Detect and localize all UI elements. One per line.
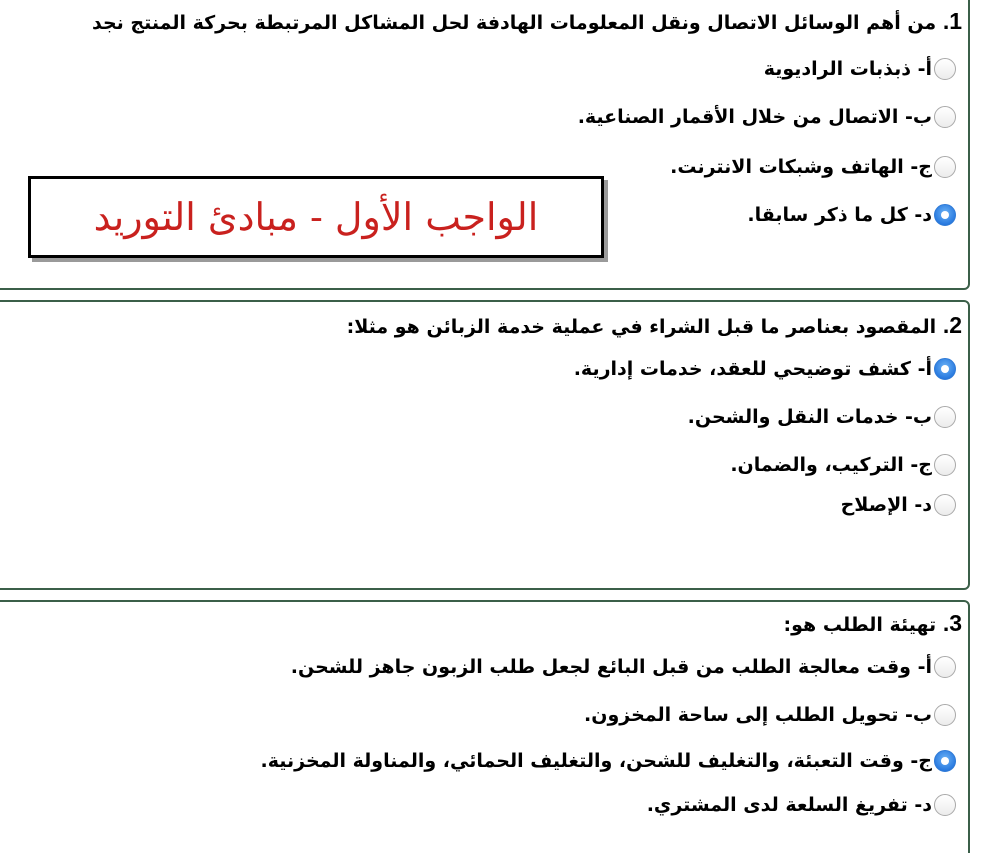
option-label: ب- خدمات النقل والشحن. [687, 406, 932, 428]
question-prompt: تهيئة الطلب هو: [783, 614, 937, 636]
question-number: 1. [942, 8, 962, 34]
radio-button[interactable] [934, 704, 956, 726]
option-label: أ- كشف توضيحي للعقد، خدمات إدارية. [573, 358, 932, 380]
question-card-2 [0, 300, 970, 590]
option-label: ب- الاتصال من خلال الأقمار الصناعية. [577, 106, 932, 128]
option-3c[interactable] [261, 746, 957, 776]
option-3d[interactable] [647, 790, 956, 820]
question-number: 2. [942, 312, 962, 338]
question-card-3 [0, 600, 970, 853]
radio-button-selected[interactable] [934, 358, 956, 380]
option-label: ج- وقت التعبئة، والتغليف للشحن، والتغليف الحمائي، والمناولة المخزنية. [260, 750, 932, 772]
option-1d[interactable] [747, 200, 956, 230]
radio-button[interactable] [934, 156, 956, 178]
question-text-2 [347, 312, 962, 340]
banner-text: الواجب الأول - مبادئ التوريد [93, 195, 539, 239]
option-1b[interactable] [578, 102, 956, 132]
option-2a[interactable] [574, 354, 956, 384]
option-label: د- تفريغ السلعة لدى المشتري. [646, 794, 932, 816]
option-label: ج- التركيب، والضمان. [730, 454, 932, 476]
radio-button[interactable] [934, 656, 956, 678]
question-prompt: من أهم الوسائل الاتصال ونقل المعلومات الهادفة لحل المشاكل المرتبطة بحركة المنتج نجد [91, 12, 937, 34]
option-1c[interactable] [670, 152, 956, 182]
question-number: 3. [942, 610, 962, 636]
radio-button-selected[interactable] [934, 204, 956, 226]
radio-button[interactable] [934, 106, 956, 128]
option-2c[interactable] [730, 450, 956, 480]
homework-title-banner [28, 176, 604, 258]
radio-button[interactable] [934, 58, 956, 80]
option-1a[interactable] [764, 54, 956, 84]
question-prompt: المقصود بعناصر ما قبل الشراء في عملية خدمة الزبائن هو مثلا: [346, 316, 937, 338]
option-2b[interactable] [688, 402, 956, 432]
option-label: أ- ذبذبات الراديوية [763, 58, 932, 80]
option-label: ب- تحويل الطلب إلى ساحة المخزون. [584, 704, 932, 726]
option-label: د- الإصلاح [840, 494, 932, 516]
option-label: أ- وقت معالجة الطلب من قبل البائع لجعل طلب الزبون جاهز للشحن. [290, 656, 932, 678]
option-label: د- كل ما ذكر سابقا. [747, 204, 932, 226]
radio-button[interactable] [934, 406, 956, 428]
radio-button[interactable] [934, 794, 956, 816]
option-3a[interactable] [291, 652, 956, 682]
radio-button[interactable] [934, 454, 956, 476]
option-2d[interactable] [841, 490, 956, 520]
question-text-3 [784, 610, 962, 638]
option-3b[interactable] [584, 700, 956, 730]
radio-button[interactable] [934, 494, 956, 516]
option-label: ج- الهاتف وشبكات الانترنت. [670, 156, 932, 178]
radio-button-selected[interactable] [934, 750, 956, 772]
question-text-1 [92, 8, 962, 36]
